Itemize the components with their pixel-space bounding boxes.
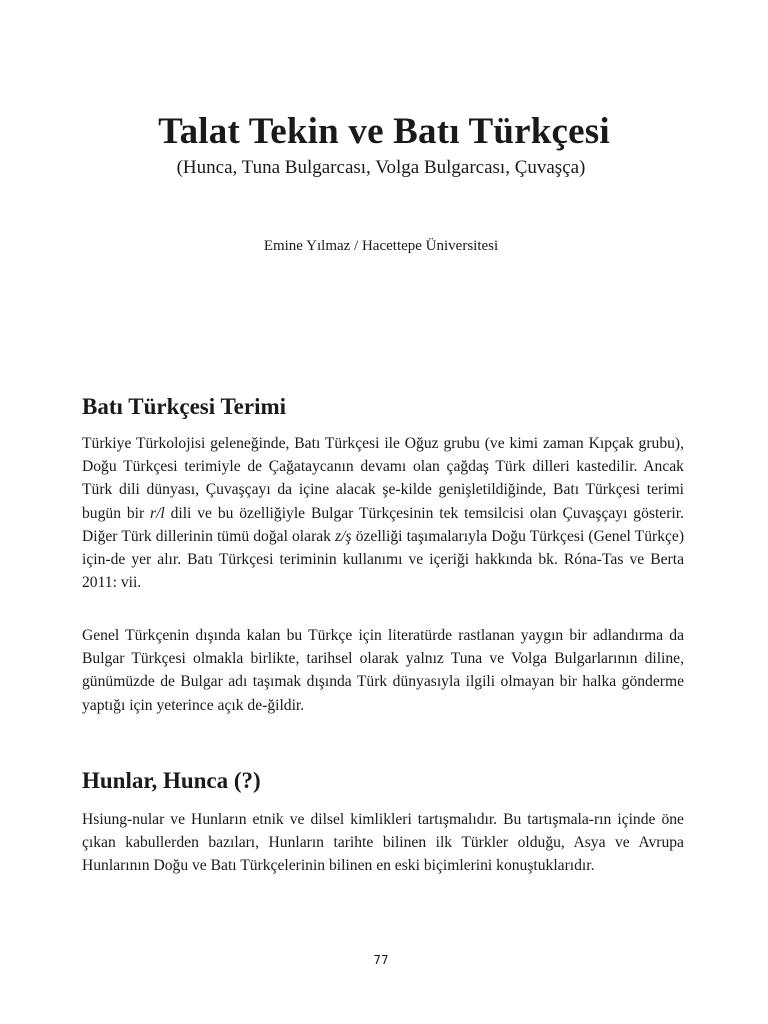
text-line: ve Berta 2011: vii.	[82, 551, 684, 592]
text-line: ve Volga Bulgarlarının diline, günümüzde de Bulgar adı taşımak dışında Türk	[82, 650, 684, 691]
text-line: olduğu, Asya ve Avrupa Hunlarının Doğu ve Batı Türkçelerinin bilinen en eski	[82, 834, 684, 875]
author-affiliation: Emine Yılmaz / Hacettepe Üniversitesi	[263, 238, 499, 254]
paper-subtitle: (Hunca, Tuna Bulgarcası, Volga Bulgarcası, Çuvaşça)	[176, 157, 586, 178]
section-heading-hunlar-hunca: Hunlar, Hunca (?)	[82, 768, 261, 793]
text-line: Genel Türkçenin dışında kalan bu Türkçe için literatürde rastlanan yaygın bir	[82, 627, 587, 644]
text-line: Hsiung-nular ve Hunların etnik ve dilsel kimlikleri tartışmalıdır. Bu tartışmala-	[82, 811, 594, 828]
italic-term-zs: z/ş	[335, 527, 352, 545]
text-line: dili ve bu özelliğiyle	[164, 504, 306, 522]
text-line: kilde genişletildiğinde, Batı Türkçesi terimi bugün bir	[82, 481, 684, 522]
text-line: dünyasıyla ilgili olmayan bir halka gönderme yaptığı için yeterince açık de-	[82, 673, 684, 714]
paragraph-1	[82, 432, 684, 594]
text-line: özelliği taşımalarıyla Doğu Türkçesi (Genel Türkçe) için-	[82, 527, 685, 569]
section-heading-bati-turkcesi-terimi: Batı Türkçesi Terimi	[82, 394, 287, 419]
text-line: rın içinde öne çıkan kabullerden bazıları, Hunların tarihte bilinen ilk Türkler	[82, 811, 684, 852]
text-line: biçimlerini konuştuklarıdır.	[423, 857, 595, 875]
page-number: 77	[373, 953, 389, 967]
text-line: Türk dilleri kastedilir. Ancak Türk dili dünyası, Çuvaşçayı da içine alacak şe-	[82, 458, 684, 499]
text-line: ğildir.	[267, 696, 305, 714]
text-line: adlandırma da Bulgar Türkçesi olmakla birlikte, tarihsel olarak yalnız Tuna	[82, 627, 684, 668]
paper-title: Talat Tekin ve Batı Türkçesi	[158, 111, 610, 152]
text-line: Türkiye Türkolojisi geleneğinde, Batı Türkçesi ile Oğuz grubu (ve kimi zaman	[82, 435, 584, 452]
text-line: Bulgar Türkçesinin tek temsilcisi olan Çuvaşçayı gösterir. Diğer Türk dillerinin	[82, 504, 684, 545]
paragraph-2	[82, 624, 684, 717]
text-line: tümü doğal olarak	[217, 527, 336, 545]
text-line: de yer alır. Batı Türkçesi teriminin kullanımı ve içeriği hakkında bk. Róna-Tas	[110, 551, 624, 569]
italic-term-rl: r/l	[150, 504, 165, 522]
paragraph-3	[82, 808, 684, 878]
text-line: Kıpçak grubu), Doğu Türkçesi terimiyle de Çağataycanın devamı olan çağdaş	[82, 435, 685, 476]
